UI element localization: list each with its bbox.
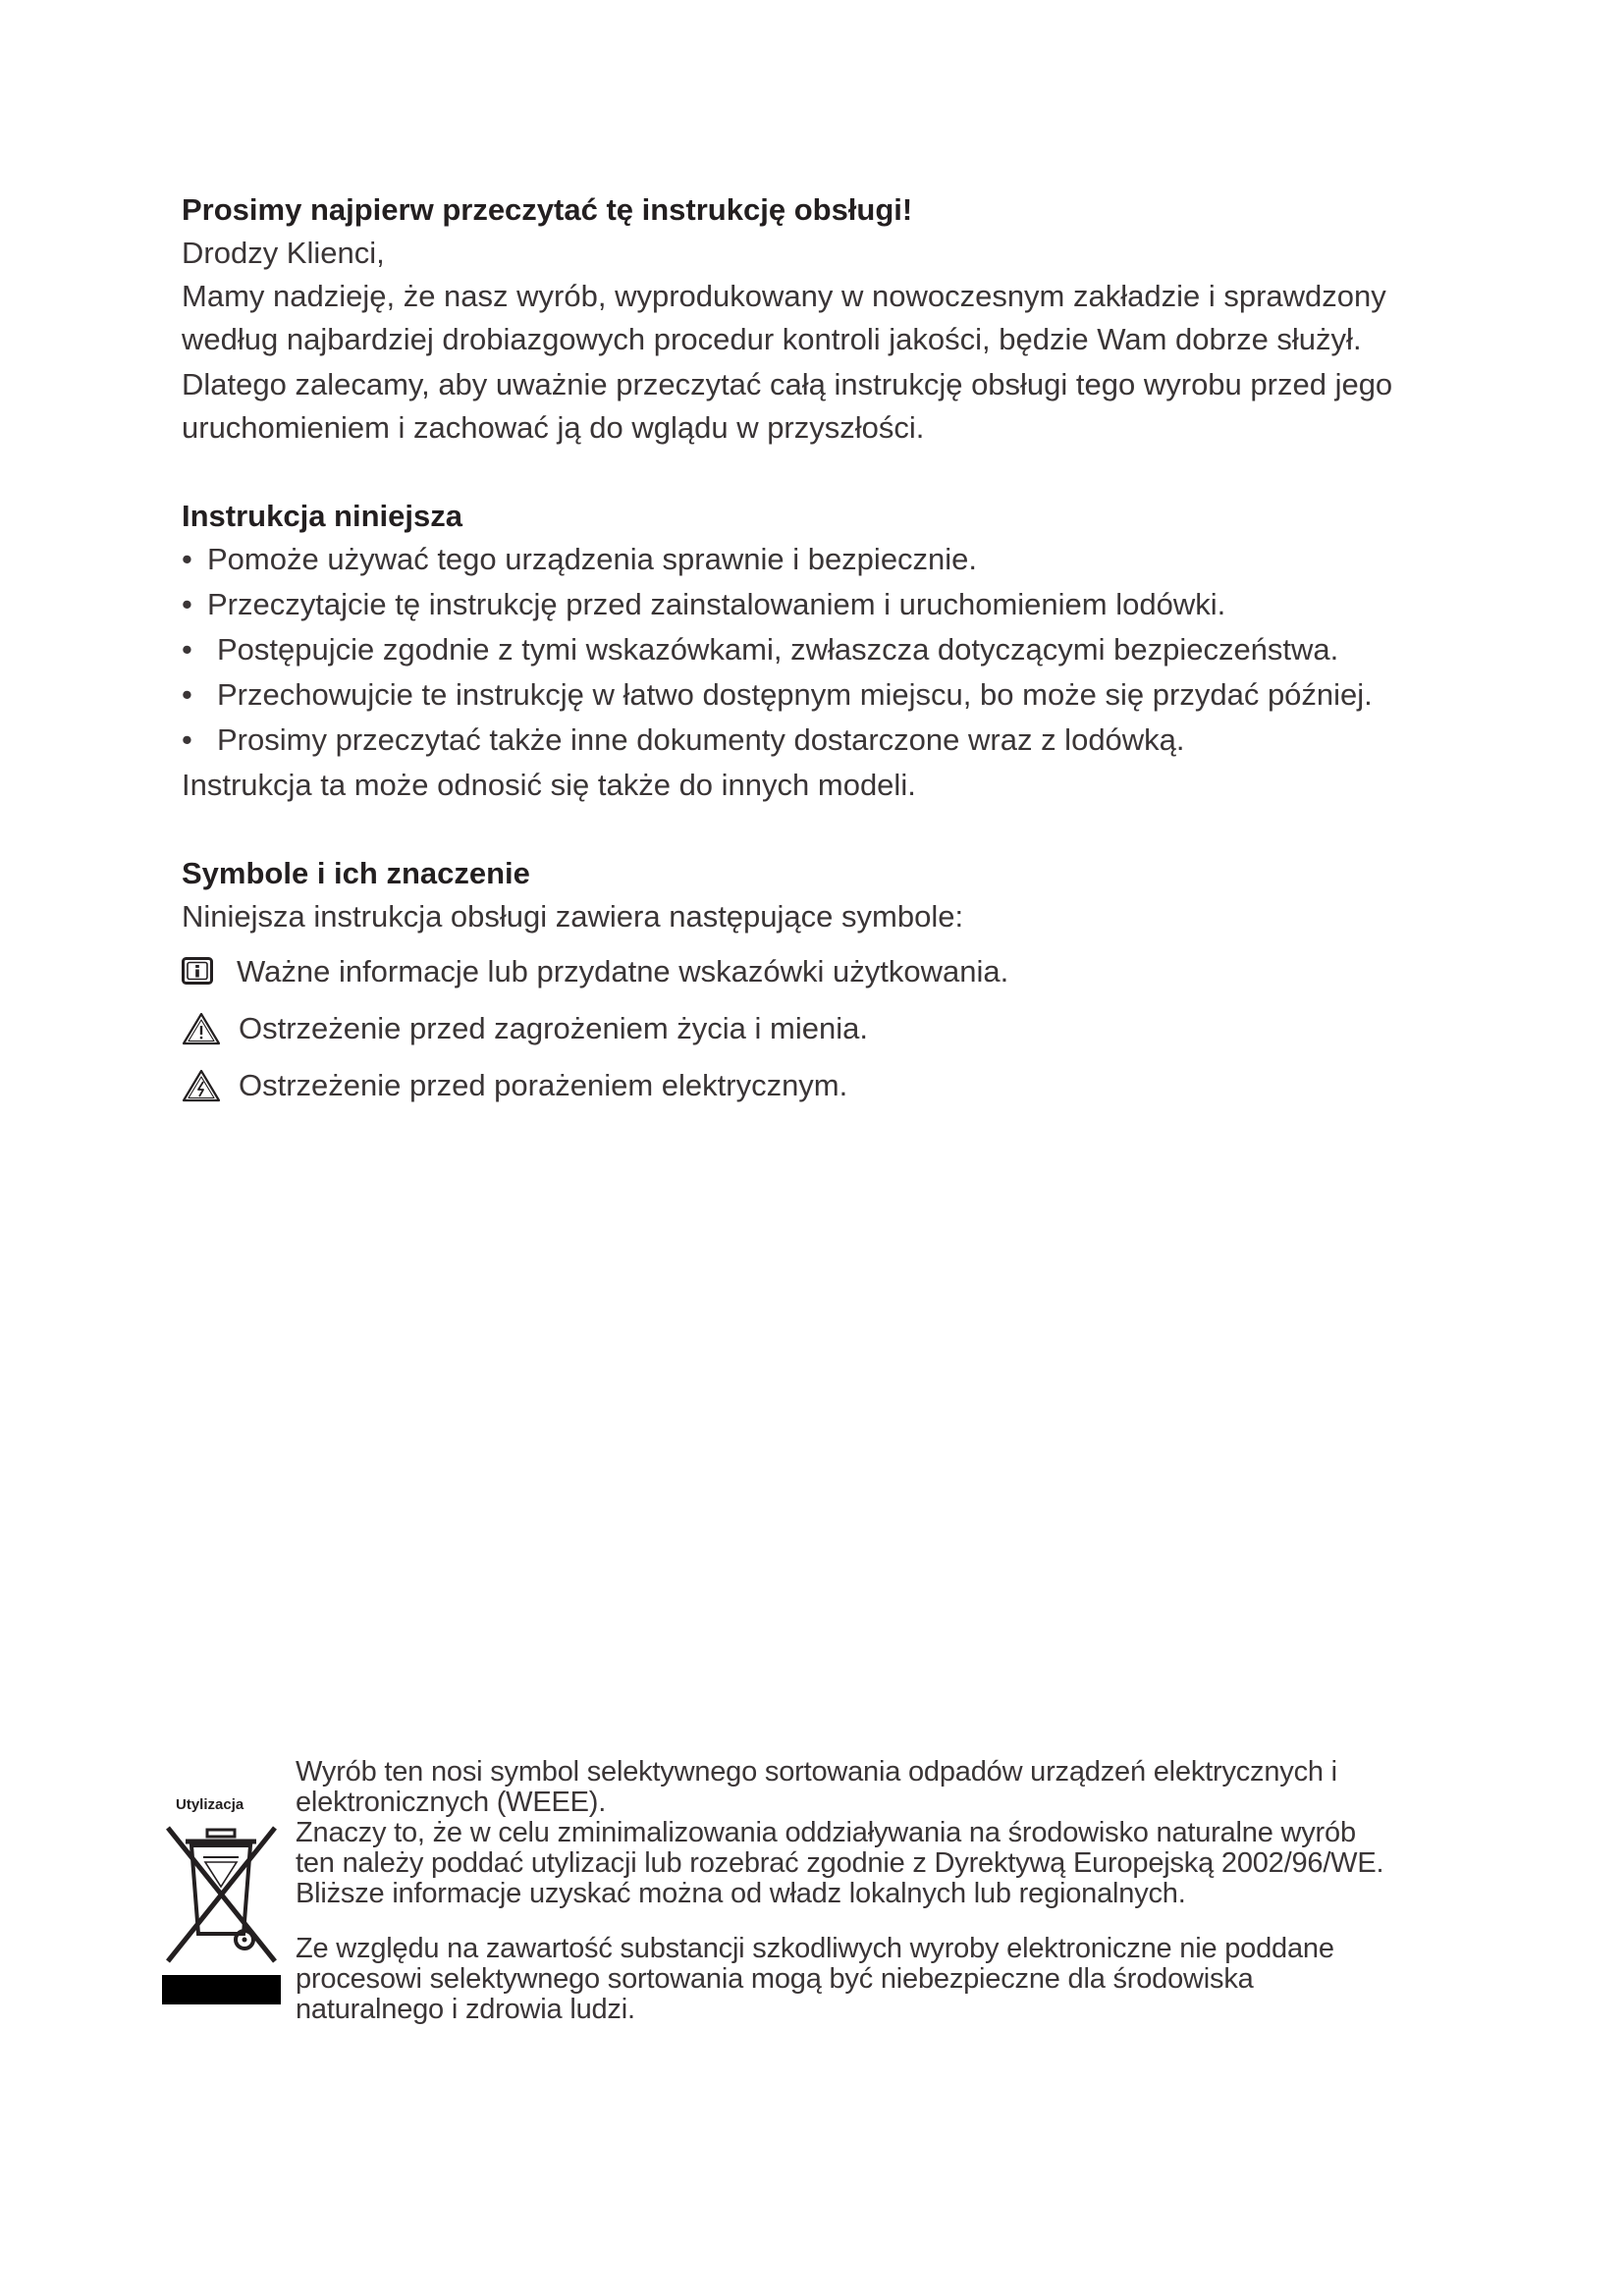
list-item bbox=[182, 538, 1478, 581]
instructions-heading: Instrukcja niniejsza bbox=[182, 499, 462, 533]
crossed-bin-icon bbox=[162, 1818, 281, 1975]
symbols-intro: Niniejsza instrukcja obsługi zawiera następujące symbole: bbox=[182, 899, 964, 934]
list-item-text: Prosimy przeczytać także inne dokumenty dostarczone wraz z lodówką. bbox=[217, 722, 1185, 757]
intro-paragraph-2-line-1: Dlatego zalecamy, aby uważnie przeczytać całą instrukcję obsługi tego wyrobu przed jego bbox=[182, 367, 1393, 401]
list-item-text: Pomoże używać tego urządzenia sprawnie i bezpiecznie. bbox=[207, 542, 978, 576]
weee-paragraph-1-line-1: Wyrób ten nosi symbol selektywnego sortowania odpadów urządzeń elektrycznych i bbox=[296, 1756, 1337, 1788]
intro-paragraph-1-line-2: według najbardziej drobiazgowych procedur kontroli jakości, będzie Wam dobrze służył. bbox=[182, 322, 1362, 356]
list-item bbox=[182, 628, 1478, 671]
bullet-glyph: • bbox=[182, 677, 192, 712]
intro-paragraph-1-line-1: Mamy nadzieję, że nasz wyrób, wyprodukowany w nowoczesnym zakładzie i sprawdzony bbox=[182, 279, 1386, 313]
bullet-glyph: • bbox=[182, 632, 192, 667]
instructions-list bbox=[182, 538, 1478, 762]
warning-triangle-icon bbox=[182, 1007, 239, 1050]
intro-paragraph-2-line-2: uruchomieniem i zachować ją do wglądu w przyszłości. bbox=[182, 410, 925, 445]
weee-text-block bbox=[296, 1757, 1523, 2025]
info-icon bbox=[182, 950, 237, 993]
weee-paragraph-2-line-1: Ze względu na zawartość substancji szkodliwych wyroby elektroniczne nie poddane bbox=[296, 1933, 1334, 1964]
intro-heading: Prosimy najpierw przeczytać tę instrukcję obsługi! bbox=[182, 192, 913, 227]
electric-warning-icon bbox=[182, 1064, 239, 1107]
weee-paragraph-1-line-2: elektronicznych (WEEE). bbox=[296, 1787, 607, 1818]
list-item-text: Postępujcie zgodnie z tymi wskazówkami, zwłaszcza dotyczącymi bezpieczeństwa. bbox=[217, 632, 1339, 667]
weee-paragraph-1-line-4: ten należy poddać utylizacji lub rozebrać zgodnie z Dyrektywą Europejską 2002/96/WE. bbox=[296, 1847, 1384, 1879]
bullet-glyph: • bbox=[182, 542, 192, 576]
list-item bbox=[182, 583, 1478, 626]
list-item bbox=[182, 719, 1478, 762]
list-item bbox=[182, 673, 1478, 717]
symbol-row-warning bbox=[182, 1007, 1478, 1050]
list-item-text: Przeczytajcie tę instrukcję przed zainstalowaniem i uruchomieniem lodówki. bbox=[207, 587, 1226, 621]
weee-paragraph-1-line-5: Bliższe informacje uzyskać można od władz lokalnych lub regionalnych. bbox=[296, 1878, 1186, 1909]
weee-paragraph-2-line-3: naturalnego i zdrowia ludzi. bbox=[296, 1994, 635, 2025]
instructions-footer: Instrukcja ta może odnosić się także do innych modeli. bbox=[182, 768, 916, 802]
weee-paragraph-1-line-3: Znaczy to, że w celu zminimalizowania oddziaływania na środowisko naturalne wyrób bbox=[296, 1817, 1356, 1848]
symbol-row-info bbox=[182, 950, 1478, 993]
bullet-glyph: • bbox=[182, 722, 192, 757]
symbol-description: Ostrzeżenie przed porażeniem elektrycznym. bbox=[239, 1068, 848, 1102]
weee-black-bar bbox=[162, 1975, 281, 2004]
weee-paragraph-2-line-2: procesowi selektywnego sortowania mogą być niebezpieczne dla środowiska bbox=[296, 1963, 1254, 1995]
bullet-glyph: • bbox=[182, 587, 192, 621]
symbol-description: Ważne informacje lub przydatne wskazówki użytkowania. bbox=[237, 954, 1009, 988]
symbols-heading: Symbole i ich znaczenie bbox=[182, 856, 530, 890]
symbol-description: Ostrzeżenie przed zagrożeniem życia i mienia. bbox=[239, 1011, 868, 1045]
main-text-block bbox=[182, 188, 1478, 1121]
intro-greeting: Drodzy Klienci, bbox=[182, 236, 385, 270]
symbol-row-electric bbox=[182, 1064, 1478, 1107]
list-item-text: Przechowujcie te instrukcję w łatwo dostępnym miejscu, bo może się przydać później. bbox=[217, 677, 1373, 712]
weee-label: Utylizacja bbox=[176, 1796, 244, 1813]
